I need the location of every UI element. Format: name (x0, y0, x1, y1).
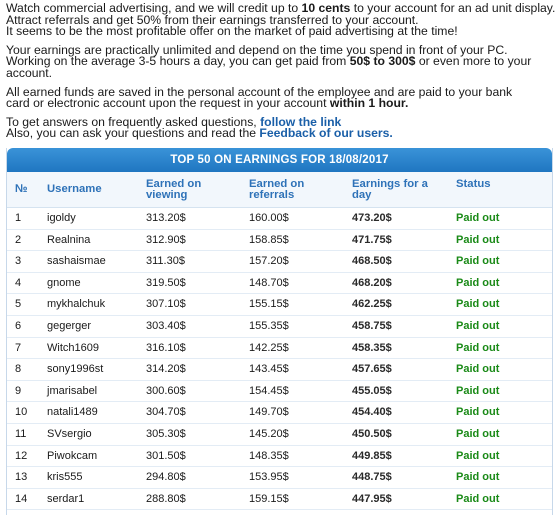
top-earnings-table (6, 148, 553, 515)
row-status: Paid out (456, 341, 500, 354)
row-earned-viewing: 314.20$ (146, 363, 186, 376)
row-earnings-day: 457.65$ (352, 363, 392, 376)
row-status: Paid out (456, 363, 500, 376)
intro-text-line: Working on the average 3-5 hours a day, you can get paid from (6, 54, 350, 69)
intro-text-line: Your earnings are practically unlimited and depend on the time you spend in front of your PC. (6, 42, 508, 57)
intro-paragraph-3 (6, 84, 558, 111)
col-header-total-line1: Earnings for a (352, 178, 428, 190)
row-username: Witch1609 (47, 341, 99, 354)
row-number: 2 (15, 233, 22, 246)
feedback-link[interactable]: Feedback of our users. (259, 126, 393, 141)
table-row (7, 381, 552, 403)
intro-text-line: To get answers on frequently asked questions, (6, 114, 261, 129)
col-header-username: Username (47, 183, 102, 195)
intro-text-line: It seems to be the most profitable offer on the market of paid advertising at the time! (6, 24, 458, 39)
table-title: TOP 50 ON EARNINGS FOR 18/08/2017 (7, 148, 552, 172)
table-header-row (7, 172, 552, 208)
row-number: 6 (15, 319, 22, 332)
intro-highlight: 50$ to 300$ (349, 54, 416, 69)
col-header-viewing-line2: viewing (146, 188, 188, 201)
row-earned-viewing: 300.60$ (146, 384, 186, 397)
intro-text-line: Watch commercial advertising, and we will credit up to (6, 1, 302, 15)
row-number: 12 (15, 449, 28, 462)
row-status: Paid out (456, 298, 500, 311)
row-earnings-day: 447.95$ (352, 492, 392, 505)
row-number: 7 (15, 341, 22, 354)
col-header-status: Status (456, 178, 491, 190)
row-earned-viewing: 311.30$ (146, 255, 185, 268)
table-row (7, 273, 552, 295)
row-earnings-day: 455.05$ (352, 384, 392, 397)
row-status: Paid out (456, 212, 500, 224)
row-number: 13 (15, 471, 28, 484)
intro-highlight: 10 cents (301, 1, 351, 15)
table-row (7, 338, 552, 360)
row-earned-referrals: 157.20$ (249, 255, 289, 268)
intro-text-line: All earned funds are saved in the personal account of the employee and are paid to your bank (6, 84, 513, 99)
table-row (7, 230, 552, 252)
row-number: 5 (15, 298, 22, 311)
intro-highlight: within 1 hour. (329, 96, 409, 111)
intro-text-line: or even more to your account. (6, 54, 532, 80)
table-row (7, 402, 552, 424)
table-body (7, 208, 552, 510)
row-earned-referrals: 155.35$ (249, 319, 289, 332)
row-earned-referrals: 142.25$ (249, 341, 289, 354)
table-row (7, 467, 552, 489)
row-username: serdar1 (47, 492, 85, 505)
row-earned-viewing: 313.20$ (146, 212, 186, 224)
row-earnings-day: 454.40$ (352, 406, 392, 419)
row-username: Realnina (47, 233, 91, 246)
row-earnings-day: 471.75$ (352, 233, 392, 246)
table-row (7, 208, 552, 230)
row-earned-viewing: 303.40$ (146, 319, 186, 332)
row-status: Paid out (456, 233, 500, 246)
row-earnings-day: 468.50$ (352, 255, 392, 268)
row-number: 4 (15, 276, 22, 289)
row-status: Paid out (456, 384, 500, 397)
row-earnings-day: 450.50$ (352, 427, 392, 440)
col-header-total (352, 179, 428, 200)
col-header-viewing-line1: Earned on (146, 178, 202, 190)
row-earned-referrals: 145.20$ (249, 427, 289, 440)
row-earned-referrals: 153.95$ (249, 471, 289, 484)
row-status: Paid out (456, 449, 500, 462)
row-username: SVsergio (47, 427, 92, 440)
row-earned-referrals: 160.00$ (249, 212, 289, 224)
row-number: 9 (15, 384, 22, 397)
row-username: Piwokcam (47, 449, 98, 462)
col-header-referrals-line1: Earned on (249, 178, 305, 190)
row-status: Paid out (456, 406, 500, 419)
row-earnings-day: 462.25$ (352, 298, 392, 311)
row-username: jmarisabel (47, 384, 98, 397)
intro-paragraph-2 (6, 42, 558, 80)
row-status: Paid out (456, 427, 500, 440)
row-earned-viewing: 319.50$ (146, 276, 186, 289)
row-earned-viewing: 301.50$ (146, 449, 186, 462)
row-earnings-day: 468.20$ (352, 276, 392, 289)
row-username: igoldy (47, 212, 76, 224)
row-earned-referrals: 158.85$ (249, 233, 289, 246)
row-username: sony1996st (47, 363, 104, 376)
row-number: 11 (15, 427, 27, 440)
table-row (7, 294, 552, 316)
row-earned-viewing: 312.90$ (146, 233, 186, 246)
row-status: Paid out (456, 319, 500, 332)
row-status: Paid out (456, 471, 500, 484)
row-earned-viewing: 294.80$ (146, 471, 186, 484)
faq-link[interactable]: follow the link (260, 114, 342, 129)
row-username: kris555 (47, 471, 83, 484)
row-earned-viewing: 305.30$ (146, 427, 186, 440)
row-earned-referrals: 143.45$ (249, 363, 289, 376)
table-row (7, 251, 552, 273)
row-earned-viewing: 304.70$ (146, 406, 186, 419)
intro-text-line: to your account for an ad unit display. (350, 1, 556, 15)
table-row (7, 424, 552, 446)
intro-paragraph-1 (6, 3, 558, 38)
row-earned-referrals: 148.35$ (249, 449, 289, 462)
intro-text-line: Also, you can ask your questions and read the (6, 126, 260, 141)
row-status: Paid out (456, 492, 500, 505)
row-username: gnome (47, 276, 81, 289)
col-header-total-line2: day (352, 188, 372, 201)
table-row (7, 359, 552, 381)
row-number: 1 (15, 212, 22, 224)
table-row (7, 316, 552, 338)
row-status: Paid out (456, 276, 500, 289)
row-number: 3 (15, 255, 22, 268)
intro-text (6, 3, 558, 147)
col-header-num: № (15, 183, 28, 195)
intro-text-line: card or electronic account upon the request in your account (6, 96, 330, 111)
row-earned-referrals: 148.70$ (249, 276, 289, 289)
row-username: mykhalchuk (47, 298, 106, 311)
row-earnings-day: 473.20$ (352, 212, 392, 224)
row-earned-viewing: 316.10$ (146, 341, 186, 354)
row-earned-referrals: 154.45$ (249, 384, 289, 397)
table-row (7, 489, 552, 511)
row-earned-referrals: 159.15$ (249, 492, 289, 505)
intro-text-line: Attract referrals and get 50% from their earnings transferred to your account. (6, 12, 419, 27)
row-earned-viewing: 288.80$ (146, 492, 186, 505)
intro-paragraph-4 (6, 114, 558, 141)
row-earned-referrals: 149.70$ (249, 406, 289, 419)
row-earnings-day: 448.75$ (352, 471, 392, 484)
row-earned-referrals: 155.15$ (249, 298, 289, 311)
row-earnings-day: 458.75$ (352, 319, 392, 332)
col-header-referrals-line2: referrals (249, 188, 295, 201)
row-status: Paid out (456, 255, 500, 268)
row-username: sashaismae (47, 255, 106, 268)
col-header-viewing (146, 179, 201, 200)
row-number: 8 (15, 363, 22, 376)
row-username: natali1489 (47, 406, 98, 419)
row-earned-viewing: 307.10$ (146, 298, 186, 311)
row-username: gegerger (47, 319, 92, 332)
table-row (7, 446, 552, 468)
row-earnings-day: 449.85$ (352, 449, 392, 462)
row-number: 10 (15, 406, 28, 419)
row-earnings-day: 458.35$ (352, 341, 392, 354)
col-header-referrals (249, 179, 304, 200)
row-number: 14 (15, 492, 28, 505)
